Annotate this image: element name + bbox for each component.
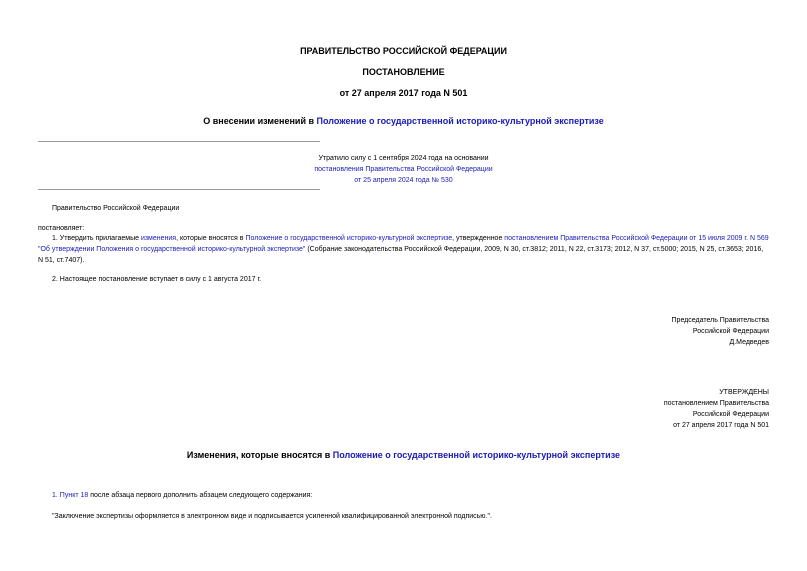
changes-title-prefix: Изменения, которые вносятся в: [186, 450, 333, 460]
divider-bottom: [38, 189, 320, 190]
expired-note-link-decree[interactable]: постановления Правительства Российской Федерации: [314, 166, 493, 173]
approved-org: Российской Федерации: [692, 411, 769, 418]
changes-title-link[interactable]: Положение о государственной историко-культурной экспертизе: [332, 450, 621, 460]
divider-top: [38, 141, 320, 142]
approved-date: от 27 апреля 2017 года N 501: [673, 422, 769, 429]
paragraph-1: [38, 233, 769, 266]
signature-position: Председатель Правительства: [671, 317, 769, 324]
p1-link-regulation[interactable]: Положение о государственной историко-культурной экспертизе: [245, 235, 453, 242]
p1-text-4: (Собрание законодательства Российской Федерации, 2009, N 30, ст.3812; 2011, N 22, ст.3173; 2012, N 37, ст.5000; 2015, N 25, ст.3653; 2016, N 51, ст.7407).: [38, 246, 764, 264]
signature-org: Российской Федерации: [692, 328, 769, 335]
doc-title-prefix: О внесении изменений в: [203, 116, 317, 126]
p1-link-decree-569[interactable]: постановлением Правительства Российской Федерации от 15 июля 2009 г. N 569 "Об утверждении Положения о государственной историко-культурной экспертизе": [38, 235, 769, 253]
changes-title: [0, 450, 807, 460]
p1-text-3: , утвержденное: [452, 235, 505, 242]
doc-type-heading: ПОСТАНОВЛЕНИЕ: [362, 67, 445, 77]
doc-title-link[interactable]: Положение о государственной историко-культурной экспертизе: [316, 116, 604, 126]
approved-heading: УТВЕРЖДЕНЫ: [719, 389, 769, 396]
change-item-link-point-18[interactable]: Пункт 18: [59, 492, 89, 499]
p1-text-1: 1. Утвердить прилагаемые: [52, 235, 141, 242]
p1-text-2: , которые вносятся в: [176, 235, 246, 242]
change-item-text: после абзаца первого дополнить абзацем следующего содержания:: [88, 492, 313, 499]
approved-by: постановлением Правительства: [663, 400, 769, 407]
signature-name: Д.Медведев: [729, 339, 769, 346]
government-heading: ПРАВИТЕЛЬСТВО РОССИЙСКОЙ ФЕДЕРАЦИИ: [300, 46, 507, 56]
expired-note-link-date[interactable]: от 25 апреля 2024 года № 530: [354, 177, 453, 184]
p1-link-changes[interactable]: изменения: [140, 235, 177, 242]
decides-text: постановляет:: [38, 225, 85, 232]
expired-note-line1: Утратило силу с 1 сентября 2024 года на основании: [318, 155, 489, 162]
change-quote: "Заключение экспертизы оформляется в электронном виде и подписывается усиленной квалифицированной электронной подписью.".: [52, 513, 492, 520]
change-item-number: 1.: [52, 492, 60, 499]
doc-date-number: от 27 апреля 2017 года N 501: [339, 88, 468, 98]
intro-text: Правительство Российской Федерации: [52, 205, 180, 212]
change-item-1: [52, 490, 312, 501]
paragraph-2: 2. Настоящее постановление вступает в силу с 1 августа 2017 г.: [52, 276, 262, 283]
doc-title: [0, 116, 807, 126]
